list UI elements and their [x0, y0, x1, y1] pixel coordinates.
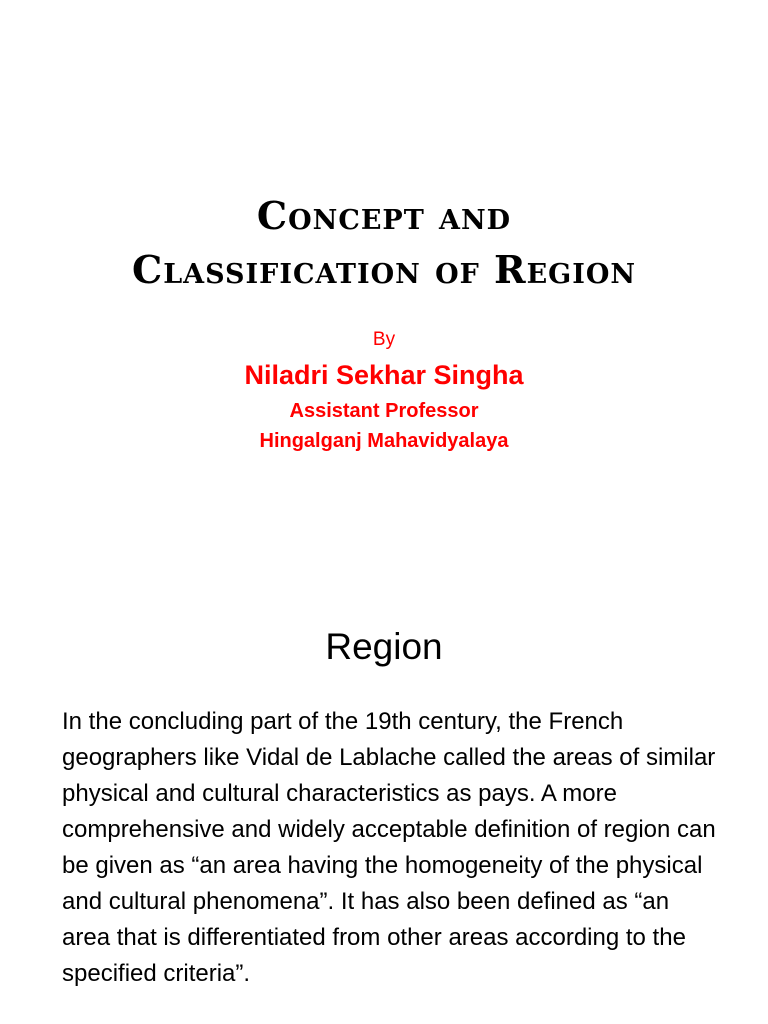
author-name: Niladri Sekhar Singha — [244, 360, 524, 390]
author-institution: Hingalganj Mahavidyalaya — [259, 430, 509, 452]
content-slide — [0, 576, 768, 1024]
slide-title-line-1: Concept and — [256, 193, 512, 238]
content-slide-title: Region — [325, 626, 443, 667]
slide-title-line-2: Classification of Region — [131, 247, 637, 292]
author-designation: Assistant Professor — [289, 400, 479, 422]
by-label: By — [372, 329, 396, 350]
content-slide-body: In the concluding part of the 19th century, the French geographers like Vidal de Lablache called the areas of similar physical and cultural characteristics as pays. A more comprehensive and widely acceptable definition of region can be given as “an area having the homogeneity of the physical and cultural phenomena”. It has also been defined as “an area that is differentiated from other areas according to the specified criteria”. — [62, 708, 716, 987]
